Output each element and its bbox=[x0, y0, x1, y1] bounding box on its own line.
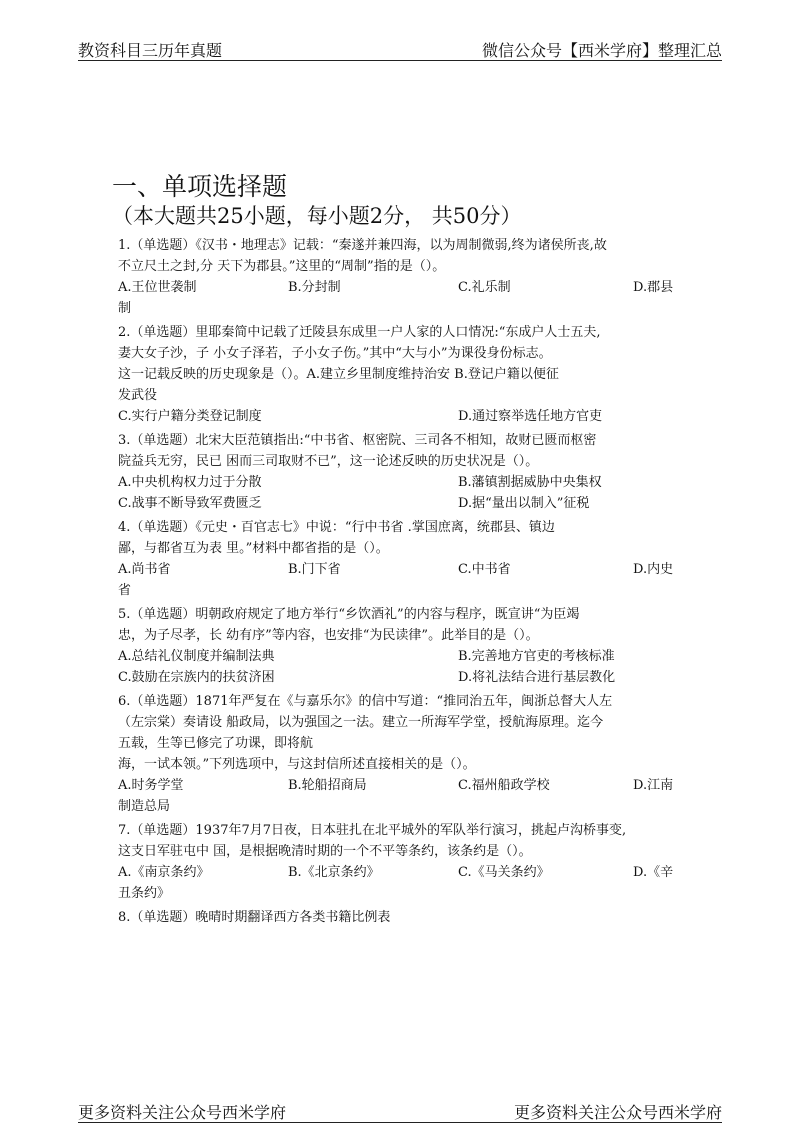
option-d: D.江南 bbox=[633, 778, 674, 793]
option-d: D.据“量出以制入”征税 bbox=[458, 496, 590, 511]
question-line: 忠，为子尽孝，长 幼有序”等内容，也安排“为民读律”。此举目的是（）。 bbox=[118, 628, 539, 643]
question-line: 院益兵无穷，民已 困而三司取财不已”，这一论述反映的历史状况是（）。 bbox=[118, 454, 539, 469]
question-5 bbox=[118, 604, 682, 688]
question-line: 6.（单选题）1871年严复在《与嘉乐尔》的信中写道：“推同治五年，闽浙总督大人左 bbox=[118, 694, 613, 709]
options-row bbox=[118, 406, 682, 427]
section-title: 一、单项选择题 bbox=[112, 172, 288, 201]
options-row bbox=[118, 472, 682, 493]
header-right: 微信公众号【西米学府】整理汇总 bbox=[481, 41, 722, 60]
question-7 bbox=[118, 820, 682, 904]
option-wrap: 丑条约》 bbox=[118, 886, 171, 901]
question-line: 不立尺土之封,分 天下为郡县。”这里的“周制”指的是（）。 bbox=[118, 259, 446, 274]
option-wrap: 制 bbox=[118, 301, 132, 316]
option-b: B.完善地方官吏的考核标准 bbox=[458, 649, 615, 664]
option-a: A.尚书省 bbox=[118, 562, 171, 577]
options-row bbox=[118, 559, 682, 580]
option-c: C.中书省 bbox=[458, 562, 511, 577]
question-line: 这一记载反映的历史现象是（）。A.建立乡里制度维持治安 B.登记户籍以便征 bbox=[118, 367, 559, 382]
question-line: 2.（单选题）里耶秦简中记载了迁陵县东成里一户人家的人口情况:“东成户人士五夫, bbox=[118, 325, 601, 340]
question-list bbox=[118, 235, 682, 928]
question-1 bbox=[118, 235, 682, 319]
option-d: D.《辛 bbox=[633, 865, 674, 880]
option-wrap: 制造总局 bbox=[118, 799, 171, 814]
page-footer bbox=[78, 1100, 722, 1123]
header-left: 教资科目三历年真题 bbox=[78, 41, 223, 60]
option-b: B.藩镇割据威胁中央集权 bbox=[458, 475, 602, 490]
question-2 bbox=[118, 322, 682, 427]
option-c: C.鼓励在宗族内的扶贫济困 bbox=[118, 670, 275, 685]
question-6 bbox=[118, 691, 682, 817]
option-wrap: 省 bbox=[118, 583, 132, 598]
question-line: 8.（单选题）晚晴时期翻译西方各类书籍比例表 bbox=[118, 910, 391, 925]
question-line: 1.（单选题）《汉书・地理志》记载：“秦遂并兼四海，以为周制微弱,终为诸侯所丧,故 bbox=[118, 238, 607, 253]
question-line: 发武役 bbox=[118, 388, 158, 403]
option-c: C.福州船政学校 bbox=[458, 778, 550, 793]
option-d: D.内史 bbox=[633, 562, 674, 577]
question-3 bbox=[118, 430, 682, 514]
section-subtitle: （本大题共25小题，每小题2分， 共50分） bbox=[112, 204, 522, 228]
question-line: 海，一试本领。”下列选项中，与这封信所述直接相关的是（）。 bbox=[118, 757, 476, 772]
option-c: C.礼乐制 bbox=[458, 280, 511, 295]
options-row bbox=[118, 667, 682, 688]
question-line: 4.（单选题）《元史・百官志七》中说：“行中书省 .掌国庶离，统郡县、镇边 bbox=[118, 520, 555, 535]
option-a: A.《南京条约》 bbox=[118, 865, 210, 880]
question-line: 5.（单选题）明朝政府规定了地方举行“乡饮酒礼”的内容与程序，既宣讲“为臣竭 bbox=[118, 607, 580, 622]
option-b: B.轮船招商局 bbox=[288, 778, 367, 793]
footer-left: 更多资料关注公众号西米学府 bbox=[78, 1103, 287, 1122]
options-row bbox=[118, 775, 682, 796]
option-b: B.门下省 bbox=[288, 562, 341, 577]
options-row bbox=[118, 646, 682, 667]
options-row bbox=[118, 277, 682, 298]
page-header bbox=[78, 38, 722, 61]
question-line: 3.（单选题）北宋大臣范镇指出:“中书省、枢密院、三司各不相知，故财已匮而枢密 bbox=[118, 433, 597, 448]
option-d: D.郡县 bbox=[633, 280, 674, 295]
option-a: A.中央机构权力过于分散 bbox=[118, 475, 262, 490]
footer-right: 更多资料关注公众号西米学府 bbox=[513, 1103, 722, 1122]
option-b: B.《北京条约》 bbox=[288, 865, 380, 880]
option-c: C.《马关条约》 bbox=[458, 865, 550, 880]
options-row bbox=[118, 493, 682, 514]
option-b: B.分封制 bbox=[288, 280, 341, 295]
option-a: A.王位世袭制 bbox=[118, 280, 197, 295]
question-line: 这支日军驻屯中 国，是根据晚清时期的一个不平等条约，该条约是（）。 bbox=[118, 844, 532, 859]
question-4 bbox=[118, 517, 682, 601]
option-c: C.实行户籍分类登记制度 bbox=[118, 409, 262, 424]
question-line: 五载，生等已修完了功课，即将航 bbox=[118, 736, 314, 751]
option-d: D.通过察举选任地方官吏 bbox=[458, 409, 603, 424]
option-a: A.时务学堂 bbox=[118, 778, 184, 793]
question-8 bbox=[118, 907, 682, 928]
question-line: 妻大女子沙，子 小女子泽若，子小女子伤。”其中“大与小”为课役身份标志。 bbox=[118, 346, 552, 361]
option-d: D.将礼法结合进行基层教化 bbox=[458, 670, 616, 685]
question-line: 7.（单选题）1937年7月7日夜，日本驻扎在北平城外的军队举行演习，挑起卢沟桥事变, bbox=[118, 823, 627, 838]
options-row bbox=[118, 862, 682, 883]
option-a: A.总结礼仪制度并编制法典 bbox=[118, 649, 275, 664]
question-line: （左宗棠）奏请设 船政局，以为强国之一法。建立一所海军学堂，授航海原理。迄今 bbox=[118, 715, 604, 730]
option-c: C.战事不断导致军费匮乏 bbox=[118, 496, 262, 511]
question-line: 鄙，与都省互为表 里。”材料中都省指的是（）。 bbox=[118, 541, 389, 556]
